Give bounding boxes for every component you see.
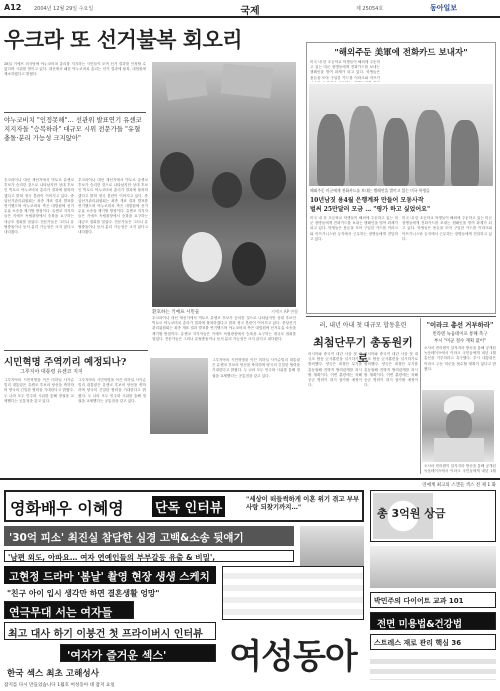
ad-stress-box — [370, 634, 496, 650]
body-column-1: 우크라이나 대선 재선거에서 빅토르 유셴코 후보가 승리한 것으로 나타났지만 상대 후보인 빅토르 야누코비치 총리가 결과에 불복하겠다고 밝혀 정국 혼란이 이어지고 있다. 중앙선거관리위원회는 최종 개표 결과 발표를 연기했으며 야누코비치 측은 대법원에 선거무효 소송을 제기할 방침이다. 유셴코 지지자들은 키예프 독립광장에서 승복을 요구하는 대규모 집회를 열었다. 전문가들은 그러나 유혈충돌이나 동서 분리 가능성은 크지 않다고 내다봤다. — [4, 178, 74, 235]
ad-strip-6 — [4, 601, 134, 619]
ad-line-6: 연극무대 서는 여자들 — [9, 606, 113, 619]
lower-mid-body: 그루지야의 시민혁명을 이끈 미하일 사카슈빌리 대통령은 유셴코 후보의 당선을 축하하며 양국의 긴밀한 협력을 기대한다고 밝혔다. 두 나라 모두 민주화 시위를 통해 정권을 교체했다는 공통점을 갖고 있다. — [212, 358, 300, 378]
mid-right-headline: 최첨단무기 총동원키로 — [313, 336, 413, 365]
lead-text: 28일 키예프 의사당에 야누코비치 총리를 지지하는 시민들이 모여 선거 결과를 인정할 수 없다며 시위를 벌이고 있다. 대선에서 패한 야누코비치 총리는 선거 결과에 불복, 대법원에 제소하겠다고 밝혔다. — [4, 62, 146, 77]
ad-diet-box — [370, 592, 496, 608]
ad-line-5: "친구 아이 입시 생각만 하면 결혼생활 엉망" — [7, 589, 160, 598]
ad-line-9: 한국 섹스 최초 고해성사 — [7, 669, 99, 678]
main-photo — [152, 62, 296, 307]
divider — [306, 316, 496, 317]
ad-strip-7 — [4, 622, 216, 640]
ad-line-7: 최고 대사 하기 이붕건 첫 프라이버시 인터뷰 — [8, 629, 203, 640]
magazine-logo: 여성동아 — [229, 636, 357, 677]
ad-line-1b: 단독 인터뷰 — [152, 496, 225, 517]
photo-caption: 환호하는 키예프 시민들 — [152, 310, 200, 315]
ad-right-fineprint — [370, 654, 496, 680]
mid-right-kicker: 러, 내년 아내 첫 대규모 합동훈련 — [319, 322, 407, 329]
issue-number: 제 25054호 — [356, 6, 384, 12]
far-right-sub: 빈라덴 녹음테이프 통해 촉구 — [432, 332, 488, 337]
ad-diet: 박민주의 다이어트 교과 101 — [374, 597, 464, 605]
divider — [420, 318, 421, 474]
body-column-2: 우크라이나 대선 재선거에서 빅토르 유셴코 후보가 승리한 것으로 나타났지만 상대 후보인 빅토르 야누코비치 총리가 결과에 불복하겠다고 밝혀 정국 혼란이 이어지고 있다. 중앙선거관리위원회는 최종 개표 결과 발표를 연기했으며 야누코비치 측은 대법원에 선거무효 소송을 제기할 방침이다. 유셴코 지지자들은 키예프 독립광장에서 승복을 요구하는 대규모 집회를 열었다. 전문가들은 그러나 유혈충돌이나 동서 분리 가능성은 크지 않다고 내다봤다. — [78, 178, 148, 235]
page-number: A12 — [4, 3, 22, 12]
sidebar-box-body-2: 미국 내 한 초등학교 학생들이 해외에 주둔하고 있는 미군 장병들에게 전화카드를 보내는 캠페인을 벌여 화제가 되고 있다. 학생들은 용돈을 모아 구입한 카드를 이라크와 아프가니스탄 등지에서 근무하는 장병들에게 전달하고 있다. — [402, 216, 492, 241]
lower-left-body-2: 그루지야의 시민혁명을 이끈 미하일 사카슈빌리 대통령은 유셴코 후보의 당선을 축하하며 양국의 긴밀한 협력을 기대한다고 밝혔다. 두 나라 모두 민주화 시위를 통해 정권을 교체했다는 공통점을 갖고 있다. — [78, 378, 146, 403]
ad-prize-box — [370, 490, 496, 542]
far-right-sub-2: 부시 "미군 철수 계획 없어" — [433, 339, 487, 344]
lower-left-sub: 그루지야 대통령 유셴코 지지 — [20, 369, 83, 375]
masthead — [0, 0, 500, 18]
divider — [4, 112, 146, 113]
portrait-photo — [422, 390, 494, 462]
date-line: 2004년 12월 29일 수요일 — [34, 6, 94, 12]
section-title: 국제 — [240, 6, 260, 17]
lower-left-body-1: 그루지야의 시민혁명을 이끈 미하일 사카슈빌리 대통령은 유셴코 후보의 당선을 축하하며 양국의 긴밀한 협력을 기대한다고 밝혔다. 두 나라 모두 민주화 시위를 통해 정권을 교체했다는 공통점을 갖고 있다. — [4, 378, 74, 403]
lower-left-headline: 시민혁명 주역끼리 예정되나? — [4, 357, 127, 368]
far-right-body-bottom: 오사마 빈라덴이 알자지라 방송을 통해 공개된 녹음테이프에서 이라크 국민들에게 내년 1월 — [424, 464, 496, 474]
ad-line-8: '여자가 즐거운 섹스' — [67, 649, 167, 662]
ad-strip-5 — [4, 587, 216, 599]
ad-beauty: 전면 미용법&건강법 — [377, 619, 463, 630]
far-right-kicker: "이라크 총선 거부하라" — [426, 321, 494, 329]
ad-main-banner — [4, 490, 364, 522]
ad-band-top: 연예계 최고의 스캔들 섹스 전 제 1 화 — [422, 483, 496, 488]
ad-strip-8 — [60, 644, 216, 662]
ad-line-2: '30억 피소' 최진실 참담한 심경 고백&소송 뒷얘기 — [9, 532, 244, 544]
ad-stress: 스트레스 재로 관리 핵심 36 — [374, 639, 462, 647]
ad-line-1: 영화배우 이혜영 — [10, 499, 124, 518]
ad-strip-4 — [4, 566, 216, 584]
ad-line-4: 고현정 드라마 '봄날' 촬영 현장 생생 스케치 — [9, 571, 210, 583]
mid-right-body-1: 러시아와 중국이 내년 사상 첫 대규모 합동 군사훈련을 실시하기로 합의했다. 양국은 최첨단 무기를 총동원해 전략적 협력관계를 과시할 계획이다. 이번 훈련에는 육해공군 병력이 대거 참가할 예정이다. — [308, 352, 362, 388]
lower-photo — [150, 358, 208, 434]
ad-beauty-box — [370, 612, 496, 630]
sidebar-sub-1: 10년남짓 용4월 은행계좌 만들어 모동사작 — [310, 197, 424, 204]
main-body-under-photo: 우크라이나 대선 재선거에서 빅토르 유셴코 후보가 승리한 것으로 나타났지만 상대 후보인 빅토르 야누코비치 총리가 결과에 불복하겠다고 밝혀 정국 혼란이 이어지고 있다. 중앙선거관리위원회는 최종 개표 결과 발표를 연기했으며 야누코비치 측은 대법원에 선거무효 소송을 제기할 방침이다. 유셴코 지지자들은 키예프 독립광장에서 승복을 요구하는 대규모 집회를 열었다. 전문가들은 그러나 유혈충돌이나 동서 분리 가능성은 크지 않다고 내다봤다. — [152, 316, 296, 341]
newspaper-logo: 동아일보 — [430, 4, 458, 12]
magazine-advertisement — [0, 478, 500, 691]
divider — [4, 350, 148, 351]
ad-line-3: '남편 외도, 아파요… 여자 연예인들의 부부갈등 유출 & 비밀', — [8, 553, 216, 562]
mid-right-body-2: 러시아와 중국이 내년 사상 첫 대규모 합동 군사훈련을 실시하기로 합의했다. 양국은 최첨단 무기를 총동원해 전략적 협력관계를 과시할 계획이다. 이번 훈련에는 육해공군 병력이 대거 참가할 예정이다. — [364, 352, 418, 388]
far-right-body-top: 오사마 빈라덴이 알자지라 방송을 통해 공개된 녹음테이프에서 이라크 국민들에게 내년 1월 총선을 거부하라고 촉구했다. 부시 대통령은 이라크 주둔 미군을 철수할 계획이 없다고 밝혔다. — [424, 346, 496, 371]
main-subheadline: 야누코비치 "인정못해"… 선관위 발표연기 유센코 지지자들 "승복하라" 대규모 시위 전문가들 "유혈충돌·분리 가능성 크지않아" — [4, 116, 142, 142]
ad-footer: 잡지를 다시 만들었습니다 1월호 여성동아 대 잡지 요일 — [4, 683, 115, 688]
ad-line-1c: "세상이 떠들썩하게 이혼 위기 겪고 부부 사랑 되찾기까지…" — [246, 495, 360, 511]
main-headline: 우크라 또 선거불복 회오리 — [4, 27, 243, 52]
sidebar-box-body-1: 미국 내 한 초등학교 학생들이 해외에 주둔하고 있는 미군 장병들에게 전화카드를 보내는 캠페인을 벌여 화제가 되고 있다. 학생들은 용돈을 모아 구입한 카드를 이라크와 아프가니스탄 등지에서 근무하는 장병들에게 전달하고 있다. — [310, 216, 398, 241]
ad-strip-3 — [4, 550, 294, 562]
photo-credit: 키예프 AP 연합 — [270, 309, 298, 314]
ad-strip-2 — [4, 526, 294, 546]
students-photo-caption: 해외주둔 미군에게 전화카드를 보내는 캠페인을 벌이고 있는 미국 학생들 — [310, 188, 430, 193]
ad-strip-9 — [4, 666, 216, 678]
ad-magazine-logo-area — [222, 626, 364, 680]
sidebar-box-title: "해외주둔 美軍에 전화카드 보내자" — [334, 48, 468, 58]
students-photo — [309, 84, 493, 186]
sidebar-box-text-top: 미국 내 한 초등학교 학생들이 해외에 주둔하고 있는 미군 장병들에게 전화카드를 보내는 캠페인을 벌여 화제가 되고 있다. 학생들은 용돈을 모아 구입한 카드를 이라크와 아프가 — [310, 60, 380, 80]
ad-prize: 총 3억원 상금 — [377, 507, 446, 520]
ad-right-photo — [370, 546, 496, 588]
sidebar-sub-2: 벌써 25만달러 모금 … "평가 하고 싶었어요" — [310, 206, 431, 213]
ad-inner-box — [222, 566, 364, 620]
